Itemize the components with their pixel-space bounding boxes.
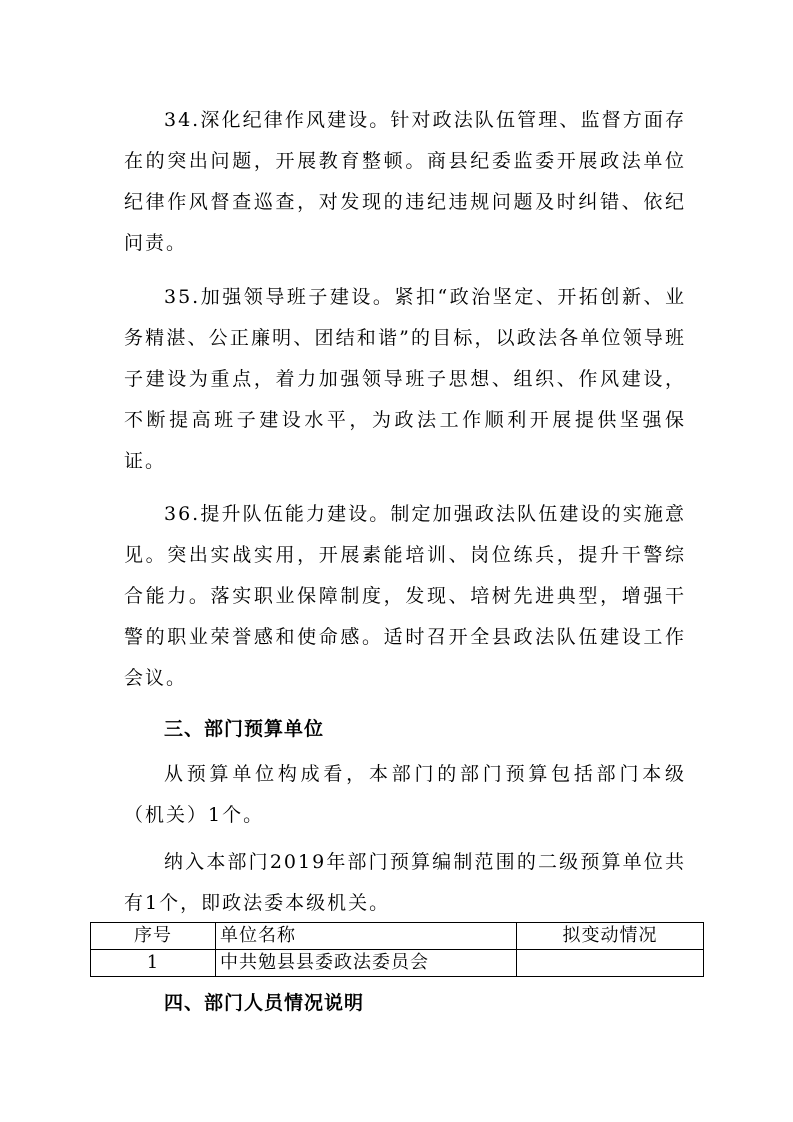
cell-unit-name: 中共勉县县委政法委员会 — [216, 950, 517, 977]
cell-serial-number: 1 — [91, 950, 216, 977]
table-row — [91, 950, 704, 977]
paragraph-secondary-units: 纳入本部门2019年部门预算编制范围的二级预算单位共有1个，即政法委本级机关。 — [124, 851, 686, 914]
section-heading-budget-units: 三、部门预算单位 — [164, 718, 325, 740]
header-serial-number: 序号 — [91, 923, 216, 950]
cell-planned-change — [517, 950, 704, 977]
paragraph-36: 36.提升队伍能力建设。制定加强政法队伍建设的实施意见。突出实战实用，开展素能培训、岗位练兵，提升干警综合能力。落实职业保障制度，发现、培树先进典型，增强干警的职业荣誉感和使命感。适时召开全县政法队伍建设工作会议。 — [124, 503, 686, 689]
table-header-row — [91, 923, 704, 950]
paragraph-35: 35.加强领导班子建设。紧扣“政治坚定、开拓创新、业务精湛、公正廉明、团结和谐”的目标，以政法各单位领导班子建设为重点，着力加强领导班子思想、组织、作风建设，不断提高班子建设水平，为政法工作顺利开展提供坚强保证。 — [124, 286, 686, 472]
paragraph-34: 34.深化纪律作风建设。针对政法队伍管理、监督方面存在的突出问题，开展教育整顿。商县纪委监委开展政法单位纪律作风督查巡查，对发现的违纪违规问题及时纠错、依纪问责。 — [124, 109, 686, 254]
section-heading-staff: 四、部门人员情况说明 — [164, 992, 365, 1014]
budget-units-table — [90, 922, 704, 977]
header-planned-change: 拟变动情况 — [517, 923, 704, 950]
header-unit-name: 单位名称 — [216, 923, 517, 950]
paragraph-budget-composition: 从预算单位构成看，本部门的部门预算包括部门本级（机关）1个。 — [124, 763, 686, 826]
